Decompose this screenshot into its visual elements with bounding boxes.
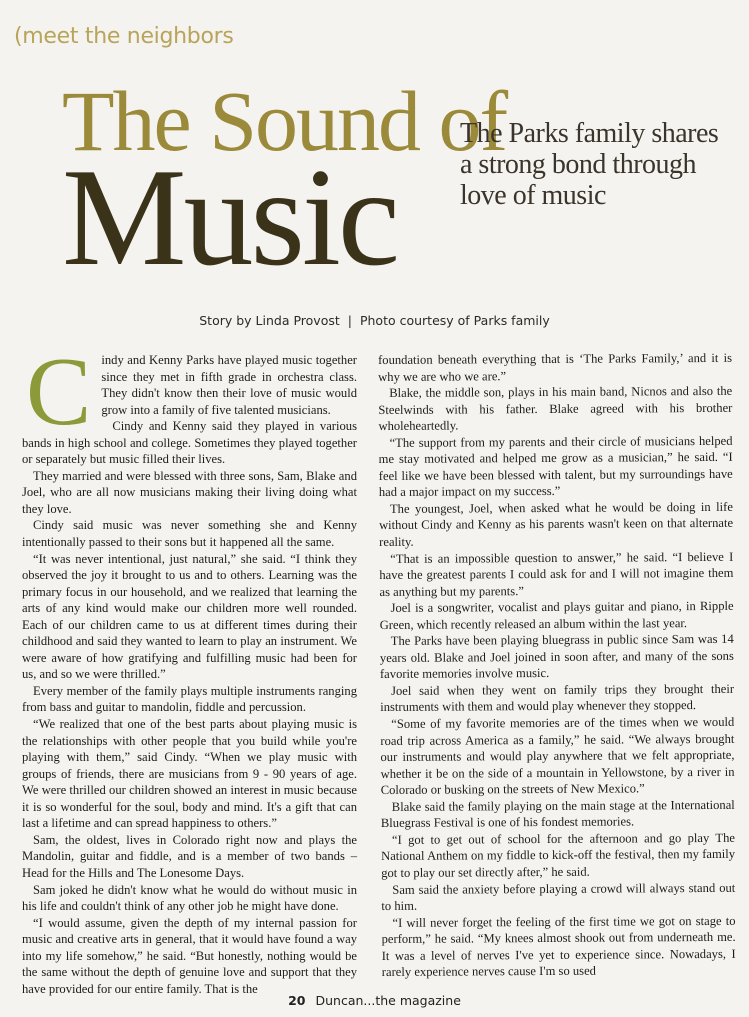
paragraph: The Parks have been playing bluegrass in public since Sam was 14 years old. Blake and Joel joined in soon after, and many of the sons favorite memories involve music. <box>379 632 734 682</box>
credits <box>0 313 749 328</box>
article-column-left <box>22 338 357 997</box>
paragraph: The youngest, Joel, when asked what he would be doing in life without Cindy and Kenny as his parents wasn't keen on that alternate reality. <box>379 499 734 550</box>
paragraph: “I will never forget the feeling of the first time we got on stage to perform,” he said. “My knees almost shook out from underneath me. It was a level of nerves I've yet to experience since. Nowadays, I rarely experience nerves cause I'm so used <box>381 913 736 980</box>
paragraph: Cindy said music was never something she and Kenny intentionally passed to their sons but it happened all the same. <box>22 518 357 550</box>
page-footer <box>0 993 749 1008</box>
paragraph: Every member of the family plays multiple instruments ranging from bass and guitar to mandolin, fiddle and percussion. <box>22 683 357 715</box>
byline: Story by Linda Provost <box>199 313 340 328</box>
paragraph: Sam said the anxiety before playing a crowd will always stand out to him. <box>381 880 736 914</box>
paragraph: “I would assume, given the depth of my internal passion for music and creative arts in general, that it would have found a way into my life somehow,” he said. “But honestly, nothing would be the same without the depth of genuine love and support that they have provided for our entire family. That is the <box>22 915 357 996</box>
paragraph: Sam joked he didn't know what he would do without music in his life and couldn't think of any other job he might have done. <box>22 882 357 914</box>
paragraph: Sam, the oldest, lives in Colorado right now and plays the Mandolin, guitar and fiddle, and is a member of two bands – Head for the Hills and The Lonesome Days. <box>22 832 357 880</box>
section-tag: (meet the neighbors <box>14 24 234 49</box>
paragraph: “Some of my favorite memories are of the times when we would road trip across America as a family,” he said. “We always brought our instruments and would play anywhere that we felt appropriate, whether it be on the side of a mountain in Yellowstone, by a river in Colorado or busking on the streets of New Mexico.” <box>380 714 735 798</box>
paragraph: Cindy and Kenny said they played in various bands in high school and college. Sometimes they played together or separately but music filled their lives. <box>22 419 357 467</box>
photo-credit: Photo courtesy of Parks family <box>359 313 550 328</box>
paragraph: “I got to get out of school for the afternoon and go play The National Anthem on my fiddle to kick-off the festival, then my family got to play our set directly after,” he said. <box>381 830 736 880</box>
paragraph: “It was never intentional, just natural,” she said. “I think they observed the joy it brought to us and to others. Learning was the primary focus in our household, and we realized that learning the arts of any kind would make our children more well rounded. Each of our children came to us at different times during their childhood and said they wanted to learn to play an instrument. We were aware of how gratifying and fulfilling music had been for us, and so we were thrilled.” <box>22 551 357 682</box>
publication-name: Duncan...the magazine <box>315 993 461 1008</box>
paragraph: “That is an impossible question to answer,” he said. “I believe I have the greatest parents I could ask for and I will not imagine them as anything but my parents.” <box>379 549 734 599</box>
paragraph-continuation: foundation beneath everything that is ‘The Parks Family,’ and it is why we are who we are.” <box>378 350 733 384</box>
paragraph: Blake said the family playing on the main stage at the International Bluegrass Festival is one of his fondest memories. <box>380 797 735 831</box>
page-number: 20 <box>288 993 306 1008</box>
paragraph: They married and were blessed with three sons, Sam, Blake and Joel, who are all now musicians making their living doing what they love. <box>22 468 357 516</box>
paragraph: “The support from my parents and their circle of musicians helped me stay motivated and helped me grow as a musician,” he said. “I feel like we have been blessed with talent, but my surroundings have had a major impact on my success.” <box>378 433 733 500</box>
subheadline: The Parks family shares a strong bond through love of music <box>460 118 719 211</box>
paragraph-text: indy and Kenny Parks have played music together since they met in fifth grade in orchestra class. They didn't know then their love of music would grow into a family of five talented musicians. <box>101 353 357 417</box>
headline-line-1: The Sound of <box>62 73 507 169</box>
drop-cap: C <box>26 338 92 446</box>
headline-line-2: Music <box>62 140 397 295</box>
credit-separator: | <box>347 313 352 328</box>
article-column-right <box>378 350 736 981</box>
paragraph: Joel said when they went on family trips they brought their instruments with them and would play whenever they stopped. <box>380 681 735 715</box>
paragraph: “We realized that one of the best parts about playing music is the relationships with other people that you build while you're playing with them,” said Cindy. “When we play music with groups of friends, there are musicians from 9 - 90 years of age. We were thrilled our children showed an interest in music because it is so wonderful for the soul, body and mind. It's a gift that can last a lifetime and can spread happiness to others.” <box>22 717 357 831</box>
paragraph: Blake, the middle son, plays in his main band, Nicnos and also the Steelwinds with his father. Blake agreed with his brother wholeheartedly. <box>378 383 733 434</box>
paragraph: Joel is a songwriter, vocalist and plays guitar and piano, in Ripple Green, which recently released an album within the last year. <box>379 599 734 632</box>
